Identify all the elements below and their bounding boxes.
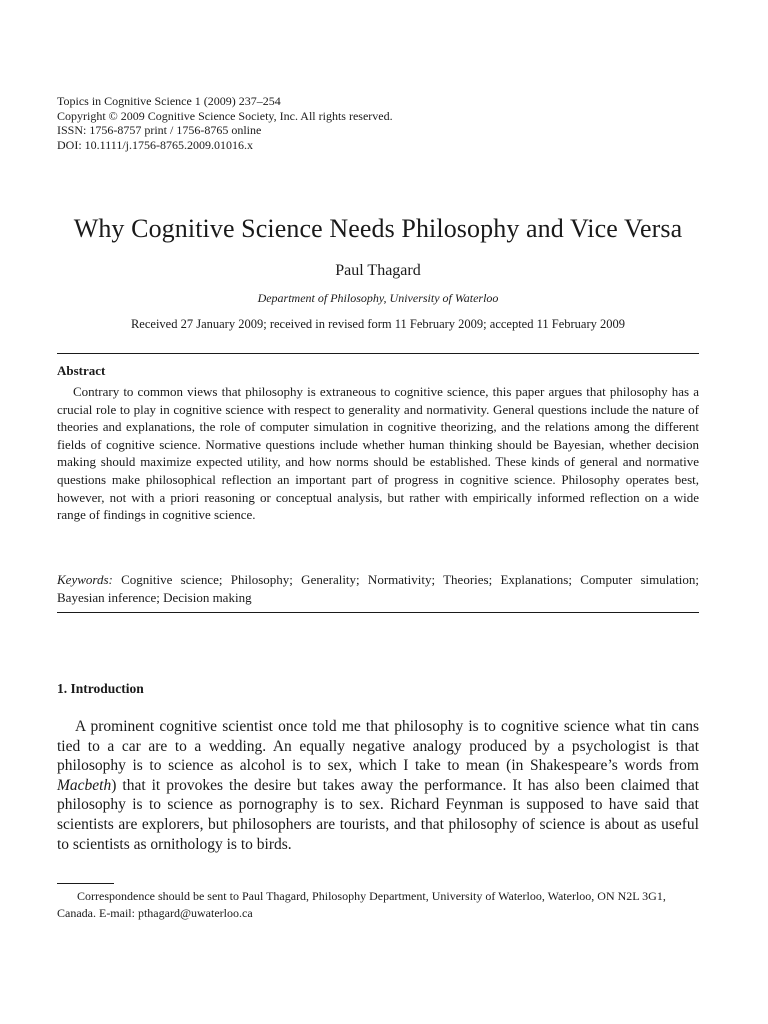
abstract-heading: Abstract [57, 363, 106, 378]
intro-italic-title: Macbeth [57, 776, 112, 794]
author-affiliation: Department of Philosophy, University of Waterloo [257, 291, 499, 305]
journal-citation: Topics in Cognitive Science 1 (2009) 237–254 [57, 94, 281, 108]
author-name: Paul Thagard [335, 262, 421, 279]
abstract-top-rule [57, 353, 699, 354]
correspondence-footnote: Correspondence should be sent to Paul Thagard, Philosophy Department, University of Waterloo, Waterloo, ON N2L 3G1, Canada. E-mail: pthagard@uwaterloo.ca [57, 889, 666, 920]
intro-text-part-2: ) that it provokes the desire but takes away the performance. It has also been claimed that philosophy is to science as pornography is to sex. Richard Feynman is supposed to have said that scientists are explorers, but philosophers are tourists, and that philosophy of science is about as useful to scientists as ornithology is to birds. [57, 776, 699, 853]
section-heading-introduction: 1. Introduction [57, 681, 144, 696]
doi-line[interactable]: DOI: 10.1111/j.1756-8765.2009.01016.x [57, 137, 253, 152]
journal-metadata [57, 94, 393, 152]
intro-text-part-1: A prominent cognitive scientist once told me that philosophy is to cognitive science what tin cans tied to a car are to a wedding. An equally negative analogy produced by a psychologist is that philosophy is to science as alcohol is to sex, which I take to mean (in Shakespeare’s words from [57, 718, 699, 775]
issn-line: ISSN: 1756-8757 print / 1756-8765 online [57, 123, 262, 138]
keywords-label: Keywords: [57, 572, 113, 587]
abstract-bottom-rule [57, 612, 699, 613]
article-title: Why Cognitive Science Needs Philosophy and Vice Versa [73, 214, 683, 243]
publication-dates: Received 27 January 2009; received in revised form 11 February 2009; accepted 11 February 2009 [130, 317, 626, 331]
abstract-text: Contrary to common views that philosophy is extraneous to cognitive science, this paper argues that philosophy has a crucial role to play in cognitive science with respect to generality and normativity. General questions include the nature of theories and explanations, the role of computer simulation in cognitive theorizing, and the relations among the different fields of cognitive science. Normative questions include whether human thinking should be Bayesian, whether decision making should maximize expected utility, and how norms should be established. These kinds of general and normative questions make philosophical reflection an important part of progress in cognitive science. Philosophy operates best, however, not with a priori reasoning or conceptual analysis, but rather with empirically informed reflection on a wide range of findings in cognitive science. [57, 384, 699, 523]
keywords [57, 571, 699, 606]
copyright-notice: Copyright © 2009 Cognitive Science Society, Inc. All rights reserved. [57, 108, 393, 123]
introduction-paragraph [57, 717, 699, 854]
keywords-list: Cognitive science; Philosophy; Generality; Normativity; Theories; Explanations; Computer simulation; Bayesian inference; Decision making [57, 572, 699, 605]
footnote-rule [57, 883, 114, 884]
